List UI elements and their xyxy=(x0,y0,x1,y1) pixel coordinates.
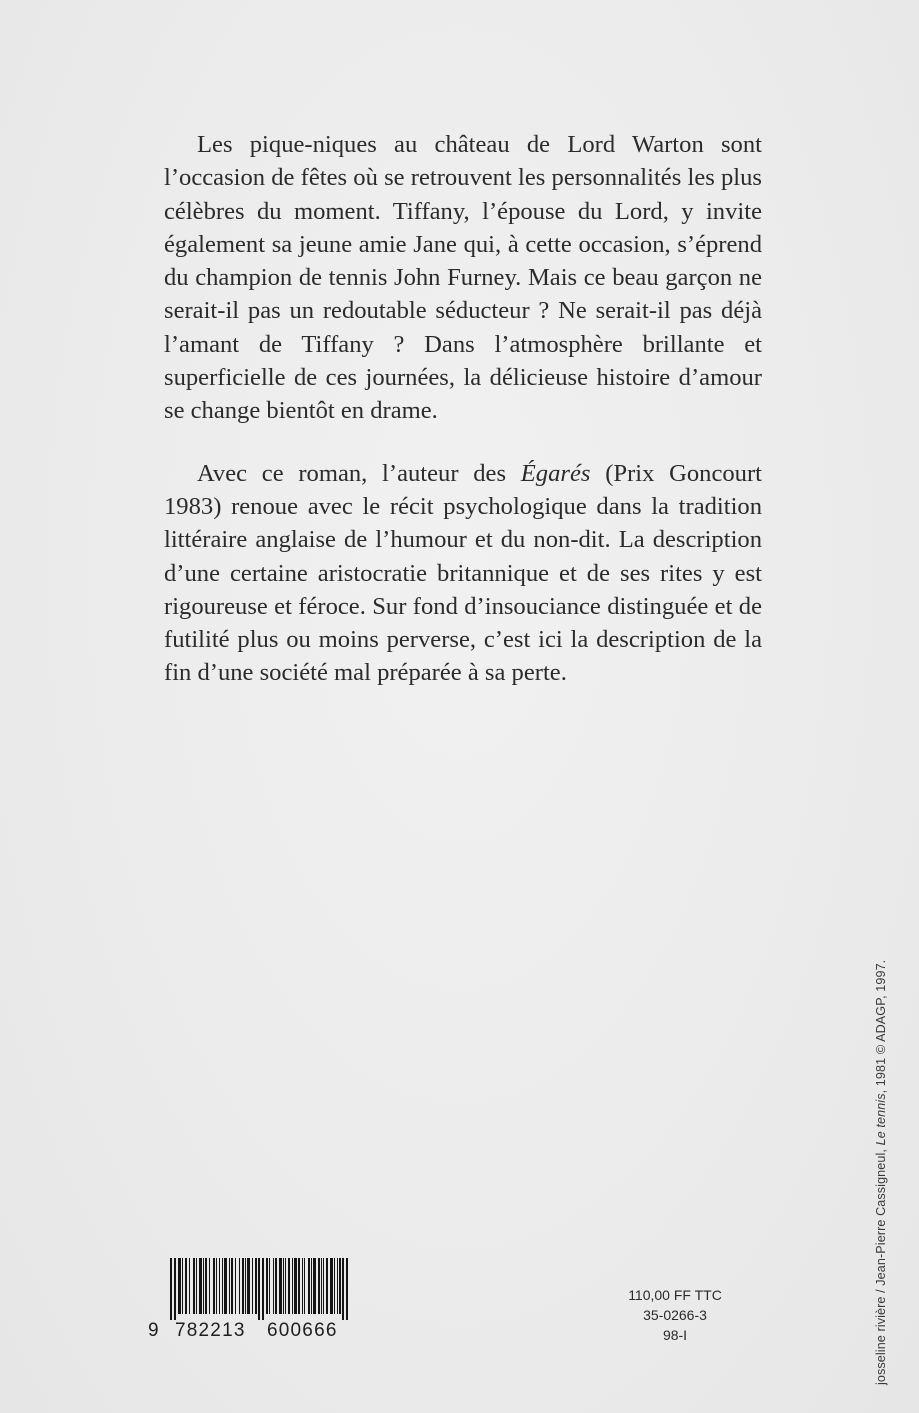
catalog-number: 35-0266-3 xyxy=(643,1307,707,1323)
barcode-bar xyxy=(313,1258,316,1314)
blurb-paragraph-2 xyxy=(164,457,762,690)
barcode-bar xyxy=(292,1258,293,1314)
barcode-bar xyxy=(334,1258,335,1314)
barcode-bar xyxy=(337,1258,338,1314)
isbn-barcode xyxy=(148,1258,368,1344)
barcode-bar xyxy=(269,1258,270,1314)
barcode-bar xyxy=(321,1258,322,1314)
barcode-bar xyxy=(252,1258,253,1314)
cover-illustration-credit xyxy=(874,960,888,1385)
barcode-guard-bar xyxy=(258,1258,260,1320)
book-title-reference: Égarés xyxy=(520,459,591,487)
barcode-bar xyxy=(216,1258,217,1314)
barcode-bar xyxy=(339,1258,341,1314)
barcode-bars xyxy=(148,1258,368,1320)
barcode-bar xyxy=(298,1258,300,1314)
barcode-guard-bar xyxy=(170,1258,172,1320)
barcode-right-group: 600666 xyxy=(267,1320,338,1341)
barcode-bar xyxy=(189,1258,190,1314)
barcode-bar xyxy=(229,1258,230,1314)
barcode-bar xyxy=(231,1258,233,1314)
credit-start: josseline rivière / Jean-Pierre Cassigneul, xyxy=(874,1145,888,1385)
barcode-guard-bar xyxy=(174,1258,176,1320)
barcode-bar xyxy=(209,1258,210,1314)
barcode-first-digit: 9 xyxy=(148,1320,160,1341)
barcode-bar xyxy=(178,1258,181,1314)
barcode-bar xyxy=(275,1258,277,1314)
barcode-bar xyxy=(266,1258,268,1314)
barcode-bar xyxy=(245,1258,246,1314)
barcode-guard-bar xyxy=(342,1258,344,1320)
barcode-bar xyxy=(255,1258,257,1314)
blurb-paragraph-1: Les pique-niques au château de Lord Warton sont l’occasion de fêtes où se retrouvent les personnalités les plus célèbres du moment. Tiffany, l’épouse du Lord, y invite également sa jeune amie Jane qui, à cette occasion, s’éprend du champion de tennis John Furney. Mais ce beau garçon ne serait-il pas un redoutable séducteur ? Ne serait-il pas déjà l’amant de Tiffany ? Dans l’atmosphère brillante et superficielle de ces journées, la délicieuse histoire d’amour se change bientôt en drame. xyxy=(164,131,762,425)
barcode-bar xyxy=(247,1258,250,1314)
barcode-bar xyxy=(288,1258,290,1314)
blurb-paragraph-2-start: Avec ce roman, l’auteur des xyxy=(197,459,521,487)
barcode-bar xyxy=(273,1258,274,1314)
barcode-bar xyxy=(213,1258,215,1314)
barcode-bar xyxy=(196,1258,197,1314)
barcode-bar xyxy=(302,1258,303,1314)
blurb-text xyxy=(164,128,762,690)
barcode-bar xyxy=(279,1258,282,1314)
blurb-paragraph-2-end: (Prix Goncourt 1983) renoue avec le récit psychologique dans la tradition littéraire anglaise de l’humour et du non-dit. La description d’une certaine aristocratie britannique et de ses rites y est rigoureuse et féroce. Sur fond d’insouciance distinguée et de futilité plus ou moins perverse, c’est ici la description de la fin d’une société mal préparée à sa perte. xyxy=(164,459,763,687)
price-line: 110,00 FF TTC xyxy=(628,1287,722,1303)
barcode-bar xyxy=(224,1258,227,1314)
barcode-left-group: 782213 xyxy=(175,1320,246,1341)
barcode-bar xyxy=(308,1258,310,1314)
barcode-bar xyxy=(311,1258,312,1314)
barcode-guard-bar xyxy=(262,1258,264,1320)
credit-artwork-title: Le tennis xyxy=(874,1093,888,1146)
barcode-bar xyxy=(185,1258,187,1314)
barcode-bar xyxy=(205,1258,207,1314)
barcode-bar xyxy=(326,1258,328,1314)
barcode-bar xyxy=(294,1258,297,1314)
barcode-bar xyxy=(182,1258,183,1314)
barcode-bar xyxy=(242,1258,244,1314)
barcode-bar xyxy=(330,1258,333,1314)
barcode-guard-bar xyxy=(346,1258,348,1320)
print-code: 98-I xyxy=(662,1327,688,1343)
barcode-bar xyxy=(318,1258,320,1314)
price-block xyxy=(620,1285,730,1345)
barcode-bar xyxy=(235,1258,236,1314)
barcode-bar xyxy=(193,1258,195,1314)
barcode-bar xyxy=(239,1258,240,1314)
credit-end: , 1981 © ADAGP, 1997. xyxy=(874,959,888,1094)
barcode-bar xyxy=(323,1258,324,1314)
barcode-bar xyxy=(219,1258,220,1314)
barcode-bar xyxy=(222,1258,223,1314)
barcode-bar xyxy=(199,1258,202,1314)
barcode-bar xyxy=(285,1258,286,1314)
barcode-bar xyxy=(203,1258,204,1314)
barcode-bar xyxy=(304,1258,305,1314)
barcode-bar xyxy=(283,1258,284,1314)
